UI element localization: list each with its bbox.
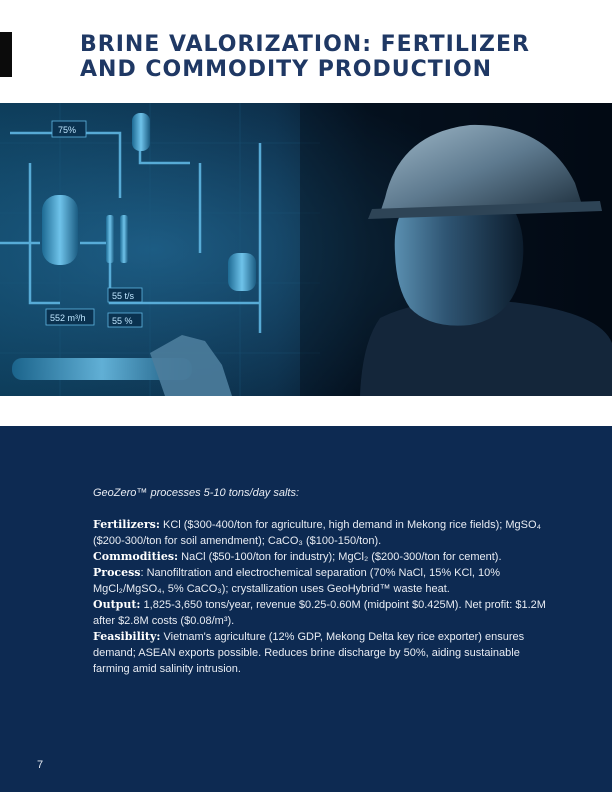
text-process: : Nanofiltration and electrochemical separation (70% NaCl, 15% KCl, 10% MgCl₂/MgSO₄, 5% CaCO₃); crystallization uses GeoHybrid™ waste heat. xyxy=(93,567,501,595)
paragraph-output xyxy=(93,597,553,629)
text-output: 1,825-3,650 tons/year, revenue $0.25-0.60M (midpoint $0.425M). Net profit: $1.2M after $2.8M costs ($0.08/m³). xyxy=(93,599,546,627)
label-commodities: Commodities: xyxy=(93,550,179,563)
readout-flow: 552 m³/h xyxy=(50,313,86,323)
title-line-2: AND COMMODITY PRODUCTION xyxy=(80,57,493,82)
label-process: Process xyxy=(93,566,141,579)
readout-rate: 55 t/s xyxy=(112,291,135,301)
label-fertilizers: Fertilizers: xyxy=(93,518,160,531)
details-text xyxy=(93,517,553,677)
header-accent-bar xyxy=(0,32,12,77)
paragraph-feasibility xyxy=(93,629,553,677)
intro-text: GeoZero™ processes 5-10 tons/day salts: xyxy=(93,487,300,499)
label-output: Output: xyxy=(93,598,141,611)
paragraph-fertilizers xyxy=(93,517,553,549)
readout-percent: 75% xyxy=(58,125,77,135)
page-title xyxy=(80,32,580,82)
title-line-1: BRINE VALORIZATION: FERTILIZER xyxy=(80,32,530,57)
hero-image-engineer-control-panel xyxy=(0,103,612,396)
label-feasibility: Feasibility: xyxy=(93,630,161,643)
text-commodities: NaCl ($50-100/ton for industry); MgCl₂ ($200-300/ton for cement). xyxy=(178,551,502,563)
readout-level: 55 % xyxy=(112,316,133,326)
page-number: 7 xyxy=(37,759,44,771)
paragraph-process xyxy=(93,565,553,597)
text-feasibility: Vietnam's agriculture (12% GDP, Mekong Delta key rice exporter) ensures demand; ASEAN exports possible. Reduces brine discharge by 50%, aiding sustainable farming amid salinity intrusion. xyxy=(93,631,525,675)
paragraph-commodities xyxy=(93,549,553,565)
text-fertilizers: KCl ($300-400/ton for agriculture, high demand in Mekong rice fields); MgSO₄ ($200-300/ton for soil amendment); CaCO₃ ($100-150/ton). xyxy=(93,519,542,547)
